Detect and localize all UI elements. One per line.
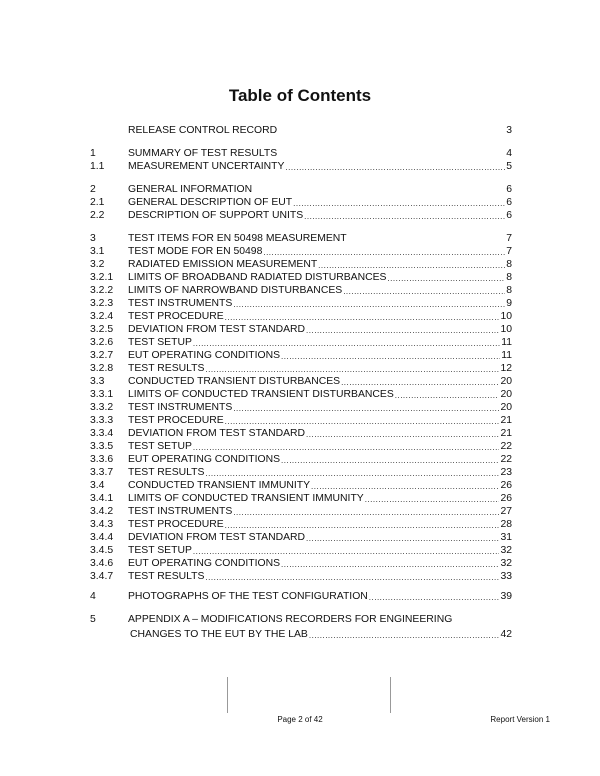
toc-leader-dots	[225, 416, 500, 427]
toc-entry-title: CONDUCTED TRANSIENT DISTURBANCES	[128, 376, 341, 387]
toc-leader-dots	[233, 507, 499, 518]
toc-entry-title: GENERAL DESCRIPTION OF EUT	[128, 197, 293, 208]
toc-entry-page: 3	[506, 125, 512, 136]
toc-entry-title: TEST INSTRUMENTS	[128, 402, 233, 413]
toc-entry-page: 26	[500, 493, 512, 504]
toc-leader-dots	[309, 630, 500, 641]
toc-entry-page: 23	[500, 467, 512, 478]
toc-entry[interactable]	[90, 590, 512, 603]
toc-entry-title: TEST MODE FOR EN 50498	[128, 246, 263, 257]
toc-entry-number: 1	[90, 148, 96, 159]
toc-entry[interactable]	[90, 505, 512, 518]
toc-entry-number: 3.4.2	[90, 506, 114, 517]
toc-entry[interactable]	[90, 147, 512, 160]
toc-entry[interactable]	[90, 440, 512, 453]
toc-entry-title: LIMITS OF NARROWBAND DISTURBANCES	[128, 285, 343, 296]
toc-entry-title: DEVIATION FROM TEST STANDARD	[128, 324, 306, 335]
toc-leader-dots	[281, 351, 500, 362]
toc-entry-page: 42	[500, 629, 512, 640]
toc-entry-title: TEST PROCEDURE	[128, 519, 224, 530]
toc-entry[interactable]	[90, 570, 512, 583]
toc-entry-number: 3.2.7	[90, 350, 114, 361]
toc-entry-page: 32	[500, 545, 512, 556]
toc-entry-page: 39	[500, 591, 512, 602]
page-title: Table of Contents	[228, 86, 372, 105]
toc-entry-number: 3.3.7	[90, 467, 114, 478]
toc-entry-page: 22	[500, 454, 512, 465]
toc-entry-number: 3.4.4	[90, 532, 114, 543]
toc-leader-dots	[306, 533, 499, 544]
toc-entry[interactable]	[90, 336, 512, 349]
toc-entry-title: TEST SETUP	[128, 545, 192, 556]
toc-entry[interactable]	[90, 613, 512, 626]
toc-entry-page: 6	[506, 210, 512, 221]
toc-entry-number: 3	[90, 233, 96, 244]
toc-entry-title: TEST INSTRUMENTS	[128, 298, 233, 309]
toc-entry[interactable]	[90, 310, 512, 323]
toc-entry-number: 3.4.1	[90, 493, 114, 504]
toc-entry-title: RELEASE CONTROL RECORD	[128, 125, 278, 136]
toc-entry-number: 3.4	[90, 480, 105, 491]
toc-entry-page: 26	[500, 480, 512, 491]
toc-leader-dots	[311, 481, 499, 492]
toc-entry-title: APPENDIX A – MODIFICATIONS RECORDERS FOR ENGINEERING	[128, 614, 453, 625]
toc-entry-title: DEVIATION FROM TEST STANDARD	[128, 532, 306, 543]
toc-entry-page: 8	[506, 285, 512, 296]
toc-entry[interactable]	[90, 284, 512, 297]
toc-entry-number: 3.2.2	[90, 285, 114, 296]
toc-entry-title: TEST RESULTS	[128, 571, 205, 582]
toc-entry[interactable]	[90, 414, 512, 427]
toc-entry[interactable]	[90, 518, 512, 531]
toc-entry-number: 4	[90, 591, 96, 602]
toc-entry-page: 28	[500, 519, 512, 530]
toc-entry-number: 3.2.4	[90, 311, 114, 322]
toc-entry-page: 21	[500, 415, 512, 426]
toc-entry[interactable]	[90, 124, 512, 137]
toc-entry-page: 20	[500, 389, 512, 400]
toc-entry-page: 27	[500, 506, 512, 517]
toc-entry-page: 21	[500, 428, 512, 439]
toc-entry-number: 3.2.3	[90, 298, 114, 309]
toc-leader-dots	[343, 286, 505, 297]
toc-entry-title: DESCRIPTION OF SUPPORT UNITS	[128, 210, 304, 221]
toc-entry-title: LIMITS OF CONDUCTED TRANSIENT IMMUNITY	[128, 493, 364, 504]
toc-entry-number: 1.1	[90, 161, 105, 172]
toc-entry-page: 32	[500, 558, 512, 569]
toc-entry-page: 10	[500, 311, 512, 322]
toc-entry-title: CONDUCTED TRANSIENT IMMUNITY	[128, 480, 311, 491]
toc-leader-dots	[306, 325, 499, 336]
toc-entry-page: 5	[506, 161, 512, 172]
toc-entry-number: 3.2	[90, 259, 105, 270]
toc-entry-number: 3.2.5	[90, 324, 114, 335]
toc-leader-dots	[193, 442, 500, 453]
toc-entry[interactable]	[90, 401, 512, 414]
toc-leader-dots	[306, 429, 499, 440]
toc-entry[interactable]	[90, 466, 512, 479]
toc-entry-page: 31	[500, 532, 512, 543]
toc-entry-page: 6	[506, 197, 512, 208]
toc-entry-title: PHOTOGRAPHS OF THE TEST CONFIGURATION	[128, 591, 368, 602]
toc-entry-number: 5	[90, 614, 96, 625]
toc-entry[interactable]	[90, 297, 512, 310]
toc-entry-title: GENERAL INFORMATION	[128, 184, 253, 195]
toc-entry-page: 4	[506, 148, 512, 159]
toc-entry-title: EUT OPERATING CONDITIONS	[128, 454, 281, 465]
toc-entry[interactable]	[90, 209, 512, 222]
footer-divider	[227, 677, 228, 713]
toc-leader-dots	[318, 260, 505, 271]
toc-leader-dots	[293, 198, 505, 209]
toc-entry-number: 3.3.1	[90, 389, 114, 400]
toc-entry-number: 3.3.6	[90, 454, 114, 465]
toc-entry[interactable]	[90, 479, 512, 492]
toc-entry-title: TEST INSTRUMENTS	[128, 506, 233, 517]
footer-divider	[390, 677, 391, 713]
toc-leader-dots	[285, 162, 505, 173]
toc-leader-dots	[225, 312, 500, 323]
toc-entry[interactable]	[90, 628, 512, 641]
toc-leader-dots	[225, 520, 500, 531]
toc-entry[interactable]	[90, 183, 512, 196]
toc-entry-title: SUMMARY OF TEST RESULTS	[128, 148, 278, 159]
toc-entry[interactable]	[90, 323, 512, 336]
toc-leader-dots	[193, 546, 500, 557]
toc-entry-number: 3.2.6	[90, 337, 114, 348]
toc-entry-page: 20	[500, 376, 512, 387]
toc-entry-title: CHANGES TO THE EUT BY THE LAB	[130, 629, 308, 640]
toc-entry-page: 11	[501, 337, 512, 348]
toc-entry[interactable]	[90, 557, 512, 570]
toc-entry-title: DEVIATION FROM TEST STANDARD	[128, 428, 306, 439]
toc-entry[interactable]	[90, 245, 512, 258]
toc-entry[interactable]	[90, 271, 512, 284]
toc-entry-page: 22	[500, 441, 512, 452]
toc-leader-dots	[193, 338, 500, 349]
toc-entry-page: 10	[500, 324, 512, 335]
toc-entry-title: TEST SETUP	[128, 441, 192, 452]
toc-leader-dots	[304, 211, 505, 222]
toc-entry-number: 3.1	[90, 246, 105, 257]
toc-entry-number: 3.4.3	[90, 519, 114, 530]
toc-entry-title: EUT OPERATING CONDITIONS	[128, 350, 281, 361]
toc-leader-dots	[205, 572, 499, 583]
toc-entry-page: 11	[501, 350, 512, 361]
toc-leader-dots	[263, 247, 505, 258]
toc-leader-dots	[233, 403, 499, 414]
toc-entry-number: 3.3	[90, 376, 105, 387]
toc-entry-number: 3.4.7	[90, 571, 114, 582]
toc-entry-page: 33	[500, 571, 512, 582]
toc-entry-title: LIMITS OF CONDUCTED TRANSIENT DISTURBANCES	[128, 389, 394, 400]
toc-entry[interactable]	[90, 531, 512, 544]
toc-entry[interactable]	[90, 160, 512, 173]
toc-entry-page: 7	[506, 246, 512, 257]
toc-entry[interactable]	[90, 388, 512, 401]
toc-entry-number: 3.3.4	[90, 428, 114, 439]
toc-entry-number: 3.2.1	[90, 272, 114, 283]
toc-entry-title: TEST PROCEDURE	[128, 311, 224, 322]
toc-entry-number: 3.3.3	[90, 415, 114, 426]
toc-entry-page: 8	[506, 259, 512, 270]
toc-entry[interactable]	[90, 427, 512, 440]
toc-entry-number: 3.4.5	[90, 545, 114, 556]
toc-entry[interactable]	[90, 232, 512, 245]
toc-entry-title: RADIATED EMISSION MEASUREMENT	[128, 259, 318, 270]
page-number: Page 2 of 42	[277, 715, 323, 724]
toc-entry[interactable]	[90, 375, 512, 388]
toc-entry-number: 3.4.6	[90, 558, 114, 569]
toc-entry-page: 6	[506, 184, 512, 195]
toc-entry-number: 3.3.5	[90, 441, 114, 452]
toc-leader-dots	[205, 364, 499, 375]
toc-entry-number: 3.3.2	[90, 402, 114, 413]
toc-entry-page: 9	[506, 298, 512, 309]
toc-entry[interactable]	[90, 544, 512, 557]
toc-leader-dots	[395, 390, 500, 401]
toc-entry[interactable]	[90, 196, 512, 209]
toc-entry[interactable]	[90, 349, 512, 362]
toc-entry-title: TEST RESULTS	[128, 363, 205, 374]
toc-leader-dots	[341, 377, 499, 388]
report-version: Report Version 1	[490, 715, 550, 724]
toc-leader-dots	[365, 494, 500, 505]
toc-entry-number: 2.1	[90, 197, 105, 208]
toc-entry[interactable]	[90, 453, 512, 466]
toc-entry-page: 8	[506, 272, 512, 283]
toc-entry-page: 7	[506, 233, 512, 244]
toc-entry-title: EUT OPERATING CONDITIONS	[128, 558, 281, 569]
toc-leader-dots	[281, 559, 499, 570]
toc-entry-number: 2	[90, 184, 96, 195]
toc-entry[interactable]	[90, 258, 512, 271]
toc-entry-title: TEST RESULTS	[128, 467, 205, 478]
toc-entry-title: TEST SETUP	[128, 337, 192, 348]
toc-entry-title: LIMITS OF BROADBAND RADIATED DISTURBANCES	[128, 272, 387, 283]
toc-leader-dots	[205, 468, 499, 479]
toc-entry-number: 3.2.8	[90, 363, 114, 374]
toc-leader-dots	[387, 273, 505, 284]
toc-entry[interactable]	[90, 362, 512, 375]
toc-entry-title: TEST ITEMS FOR EN 50498 MEASUREMENT	[128, 233, 347, 244]
toc-leader-dots	[233, 299, 505, 310]
toc-entry-title: TEST PROCEDURE	[128, 415, 224, 426]
toc-leader-dots	[369, 592, 500, 603]
toc-entry-title: MEASUREMENT UNCERTAINTY	[128, 161, 285, 172]
toc-entry-number: 2.2	[90, 210, 105, 221]
toc-entry[interactable]	[90, 492, 512, 505]
toc-entry-page: 20	[500, 402, 512, 413]
toc-entry-page: 12	[500, 363, 512, 374]
toc-leader-dots	[281, 455, 499, 466]
